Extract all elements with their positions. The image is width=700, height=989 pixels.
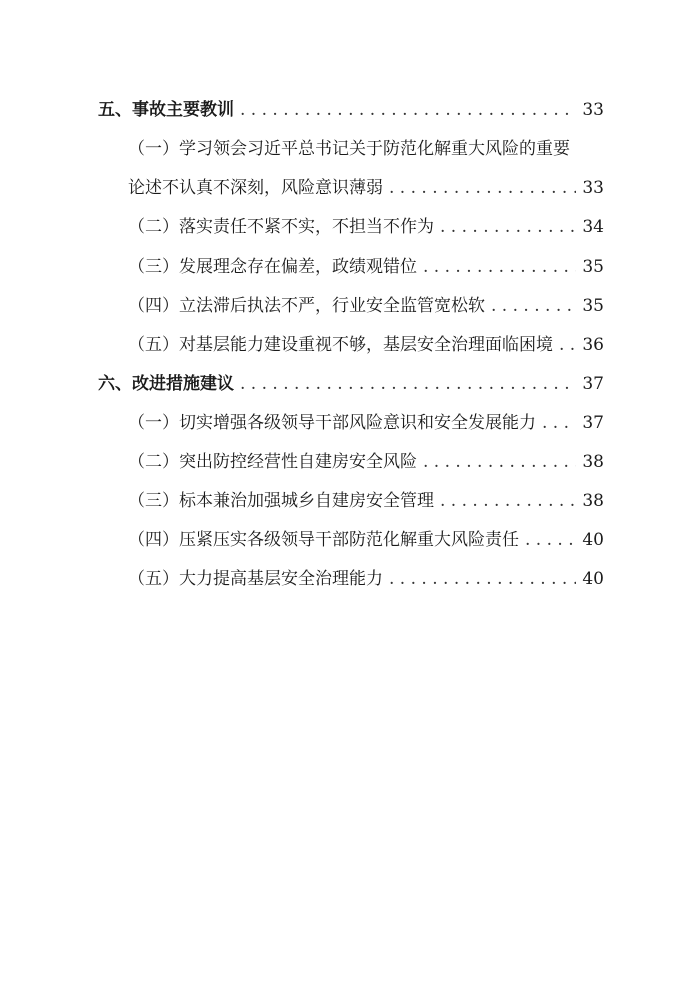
toc-entry-title: （二）突出防控经营性自建房安全风险 <box>128 452 417 472</box>
toc-entry-6-3[interactable] <box>128 489 604 513</box>
toc-leader-dots <box>440 489 576 513</box>
toc-entry-6-4[interactable] <box>128 528 604 552</box>
toc-entry-title: （四）压紧压实各级领导干部防范化解重大风险责任 <box>128 530 519 550</box>
toc-entry-title: （二）落实责任不紧不实，不担当不作为 <box>128 217 434 237</box>
toc-entry-5-4[interactable] <box>128 294 604 318</box>
toc-entry-page: 34 <box>582 217 604 237</box>
toc-entry-title: （三）标本兼治加强城乡自建房安全管理 <box>128 491 434 511</box>
toc-leader-dots <box>491 294 576 318</box>
toc-entry-page: 37 <box>582 413 604 433</box>
toc-entry-5-3[interactable] <box>128 255 604 279</box>
toc-entry-section-5[interactable] <box>98 98 604 122</box>
toc-leader-dots <box>559 333 576 357</box>
toc-entry-page: 40 <box>582 569 604 589</box>
toc-entry-title: （一）切实增强各级领导干部风险意识和安全发展能力 <box>128 413 536 433</box>
toc-entry-title: 论述不认真不深刻，风险意识薄弱 <box>128 178 383 198</box>
toc-entry-title: （四）立法滞后执法不严，行业安全监管宽松软 <box>128 296 485 316</box>
toc-entry-page: 35 <box>582 296 604 316</box>
toc-entry-6-1[interactable] <box>128 411 604 435</box>
toc-leader-dots <box>389 567 576 591</box>
toc-entry-title: 五、事故主要教训 <box>98 100 234 120</box>
toc-leader-dots <box>240 98 576 122</box>
toc-leader-dots <box>525 528 576 552</box>
toc-entry-title: （三）发展理念存在偏差，政绩观错位 <box>128 257 417 277</box>
toc-entry-section-6[interactable] <box>98 372 604 396</box>
toc-entry-page: 37 <box>582 374 604 394</box>
toc-entry-page: 33 <box>582 178 604 198</box>
toc-entry-5-2[interactable] <box>128 215 604 239</box>
toc-leader-dots <box>440 215 576 239</box>
toc-leader-dots <box>389 176 576 200</box>
toc-leader-dots <box>240 372 576 396</box>
toc-leader-dots <box>542 411 576 435</box>
toc-entry-page: 36 <box>582 335 604 355</box>
toc-entry-page: 33 <box>582 100 604 120</box>
toc-entry-title: （五）对基层能力建设重视不够，基层安全治理面临困境 <box>128 335 553 355</box>
toc-entry-5-1-line1[interactable] <box>128 137 570 161</box>
toc-entry-title: 六、改进措施建议 <box>98 374 234 394</box>
toc-entry-5-5[interactable] <box>128 333 604 357</box>
toc-entry-6-2[interactable] <box>128 450 604 474</box>
toc-entry-page: 40 <box>582 530 604 550</box>
toc-entry-page: 38 <box>582 452 604 472</box>
toc-entry-title: （一）学习领会习近平总书记关于防范化解重大风险的重要 <box>128 139 570 159</box>
toc-leader-dots <box>423 450 576 474</box>
toc-entry-title: （五）大力提高基层安全治理能力 <box>128 569 383 589</box>
toc-entry-page: 35 <box>582 257 604 277</box>
toc-entry-6-5[interactable] <box>128 567 604 591</box>
toc-entry-page: 38 <box>582 491 604 511</box>
toc-leader-dots <box>423 255 576 279</box>
toc-entry-5-1-line2[interactable] <box>128 176 604 200</box>
